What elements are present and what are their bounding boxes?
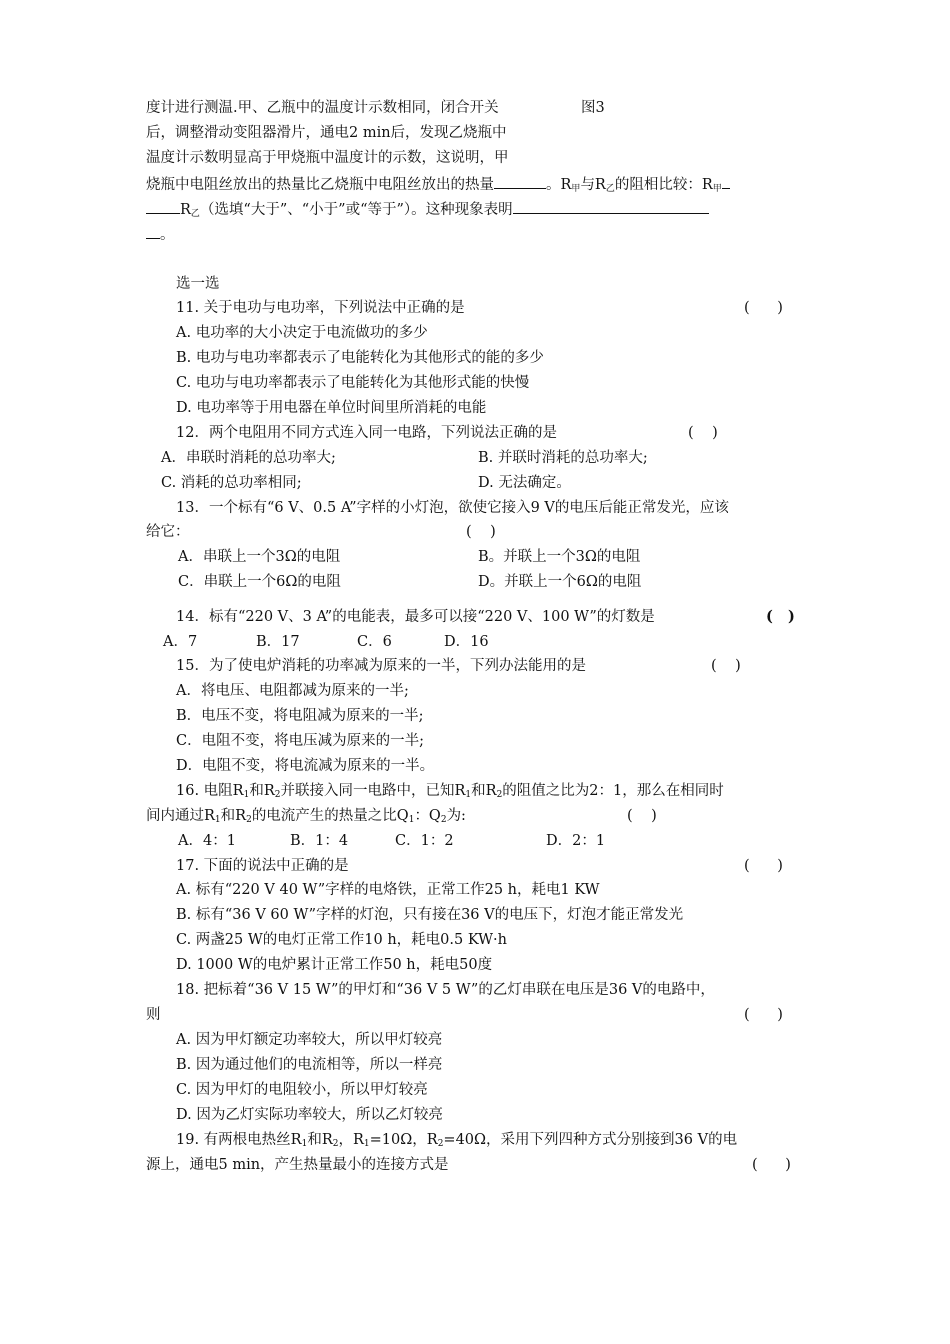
q13-option-d: D。并联上一个6Ω的电阻 bbox=[478, 574, 642, 590]
q15-stem: 15．为了使电炉消耗的功率减为原来的一半，下列办法能用的是 bbox=[176, 658, 586, 674]
intro-line-2: 后，调整滑动变阻器滑片，通电2 min后，发现乙烧瓶中 bbox=[146, 125, 507, 141]
q16-option-b: B．1：4 bbox=[290, 833, 349, 849]
q13-answer-paren[interactable]: ( ) bbox=[466, 524, 496, 540]
intro-line-5: $R_乙$（选填“大于”、“小于”或“等于”）。这种现象表明 bbox=[146, 199, 709, 224]
q17-answer-paren[interactable]: ( ) bbox=[744, 858, 783, 874]
q18-stem: 18. 把标着“36 V 15 W”的甲灯和“36 V 5 W”的乙灯串联在电压是36 V的电路中， bbox=[176, 982, 715, 998]
q18-option-a: A. 因为甲灯额定功率较大，所以甲灯较亮 bbox=[176, 1032, 443, 1048]
intro-line-1: 度计进行测温.甲、乙瓶中的温度计示数相同，闭合开关 bbox=[146, 100, 499, 116]
q15-option-a: A．将电压、电阻都减为原来的一半; bbox=[176, 683, 409, 699]
q13-option-b: B。并联上一个3Ω的电阻 bbox=[478, 549, 641, 565]
q18-option-b: B. 因为通过他们的电流相等，所以一样亮 bbox=[176, 1057, 443, 1073]
section-title: 选一选 bbox=[176, 276, 220, 292]
intro-line-3: 温度计示数明显高于甲烧瓶中温度计的示数，这说明，甲 bbox=[146, 150, 509, 166]
q16-option-d: D．2：1 bbox=[546, 833, 606, 849]
q17-stem: 17. 下面的说法中正确的是 bbox=[176, 858, 349, 874]
q15-answer-paren[interactable]: ( ) bbox=[711, 658, 741, 674]
q13-stem: 13．一个标有“6 V、0.5 A”字样的小灯泡，欲使它接入9 V的电压后能正常发光，应该 bbox=[176, 500, 729, 516]
q11-option-d: D. 电功率等于用电器在单位时间里所消耗的电能 bbox=[176, 400, 487, 416]
q17-option-c: C. 两盏25 W的电灯正常工作10 h，耗电0.5 KW·h bbox=[176, 932, 507, 948]
q19-stem-cont: 源上，通电5 min，产生热量最小的连接方式是 bbox=[146, 1157, 449, 1173]
q16-stem-cont: 间内通过$R_1$和$R_2$的电流产生的热量之比$Q_1$：$Q_2$为: bbox=[146, 808, 466, 825]
q16-option-a: A．4：1 bbox=[178, 833, 236, 849]
q12-option-a: A．串联时消耗的总功率大; bbox=[161, 450, 336, 466]
q14-option-c: C．6 bbox=[357, 634, 392, 650]
q12-option-b: B. 并联时消耗的总功率大; bbox=[478, 450, 648, 466]
blank-compare-a[interactable] bbox=[722, 174, 730, 189]
figure-label: 图3 bbox=[581, 100, 605, 116]
blank-heat[interactable] bbox=[494, 174, 546, 189]
q12-answer-paren[interactable]: ( ) bbox=[688, 425, 718, 441]
q16-option-c: C．1：2 bbox=[395, 833, 454, 849]
q18-option-c: C. 因为甲灯的电阻较小，所以甲灯较亮 bbox=[176, 1082, 428, 1098]
q18-answer-paren[interactable]: ( ) bbox=[744, 1007, 783, 1023]
q11-answer-paren[interactable]: ( ) bbox=[744, 300, 783, 316]
blank-conclusion[interactable] bbox=[513, 199, 709, 214]
q15-option-d: D．电阻不变，将电流减为原来的一半。 bbox=[176, 758, 435, 774]
q18-stem-cont: 则 bbox=[146, 1007, 161, 1023]
q14-answer-paren[interactable]: ( ) bbox=[766, 608, 795, 625]
q14-option-d: D．16 bbox=[444, 634, 489, 650]
q17-option-a: A. 标有“220 V 40 W”字样的电烙铁，正常工作25 h，耗电1 KW bbox=[176, 882, 600, 898]
q14-option-a: A．7 bbox=[163, 634, 198, 650]
q12-stem: 12．两个电阻用不同方式连入同一电路，下列说法正确的是 bbox=[176, 425, 557, 441]
intro-line-6: 。 bbox=[146, 224, 175, 245]
q18-option-d: D. 因为乙灯实际功率较大，所以乙灯较亮 bbox=[176, 1107, 443, 1123]
blank-compare-b[interactable] bbox=[146, 199, 180, 214]
q16-stem: 16. 电阻$R_1$和$R_2$并联接入同一电路中，已知$R_1$和$R_2$的阻值之比为2：1，那么在相同时 bbox=[176, 783, 724, 800]
q14-stem: 14．标有“220 V、3 A”的电能表，最多可以接“220 V、100 W”的灯数是 bbox=[176, 609, 655, 625]
q19-stem: 19. 有两根电热丝$R_1$和$R_2$，$R_1=10\Omega$，$R_2=40\Omega$，采用下列四种方式分别接到36 V的电 bbox=[176, 1132, 738, 1149]
q13-option-c: C．串联上一个6Ω的电阻 bbox=[178, 574, 341, 590]
q15-option-c: C．电阻不变，将电压减为原来的一半; bbox=[176, 733, 424, 749]
q17-option-b: B. 标有“36 V 60 W”字样的灯泡，只有接在36 V的电压下，灯泡才能正常发光 bbox=[176, 907, 684, 923]
intro-line-4: 烧瓶中电阻丝放出的热量比乙烧瓶中电阻丝放出的热量 。$R_甲$与$R_乙$的阻相比较：$R_甲$ bbox=[146, 174, 730, 199]
q11-option-a: A. 电功率的大小决定于电流做功的多少 bbox=[176, 325, 428, 341]
blank-conclusion-cont[interactable] bbox=[146, 224, 160, 239]
q16-answer-paren[interactable]: ( ) bbox=[627, 808, 657, 824]
q15-option-b: B．电压不变，将电阻减为原来的一半; bbox=[176, 708, 424, 724]
q12-option-d: D. 无法确定。 bbox=[478, 475, 571, 491]
q11-option-b: B. 电功与电功率都表示了电能转化为其他形式的能的多少 bbox=[176, 350, 544, 366]
q13-stem-cont: 给它： bbox=[146, 524, 190, 540]
q12-option-c: C. 消耗的总功率相同; bbox=[161, 475, 302, 491]
q11-stem: 11. 关于电功与电功率，下列说法中正确的是 bbox=[176, 300, 465, 316]
q17-option-d: D. 1000 W的电炉累计正常工作50 h，耗电50度 bbox=[176, 957, 493, 973]
q13-option-a: A．串联上一个3Ω的电阻 bbox=[178, 549, 341, 565]
q11-option-c: C. 电功与电功率都表示了电能转化为其他形式能的快慢 bbox=[176, 375, 530, 391]
q19-answer-paren[interactable]: ( ) bbox=[752, 1157, 791, 1173]
q14-option-b: B．17 bbox=[256, 634, 300, 650]
